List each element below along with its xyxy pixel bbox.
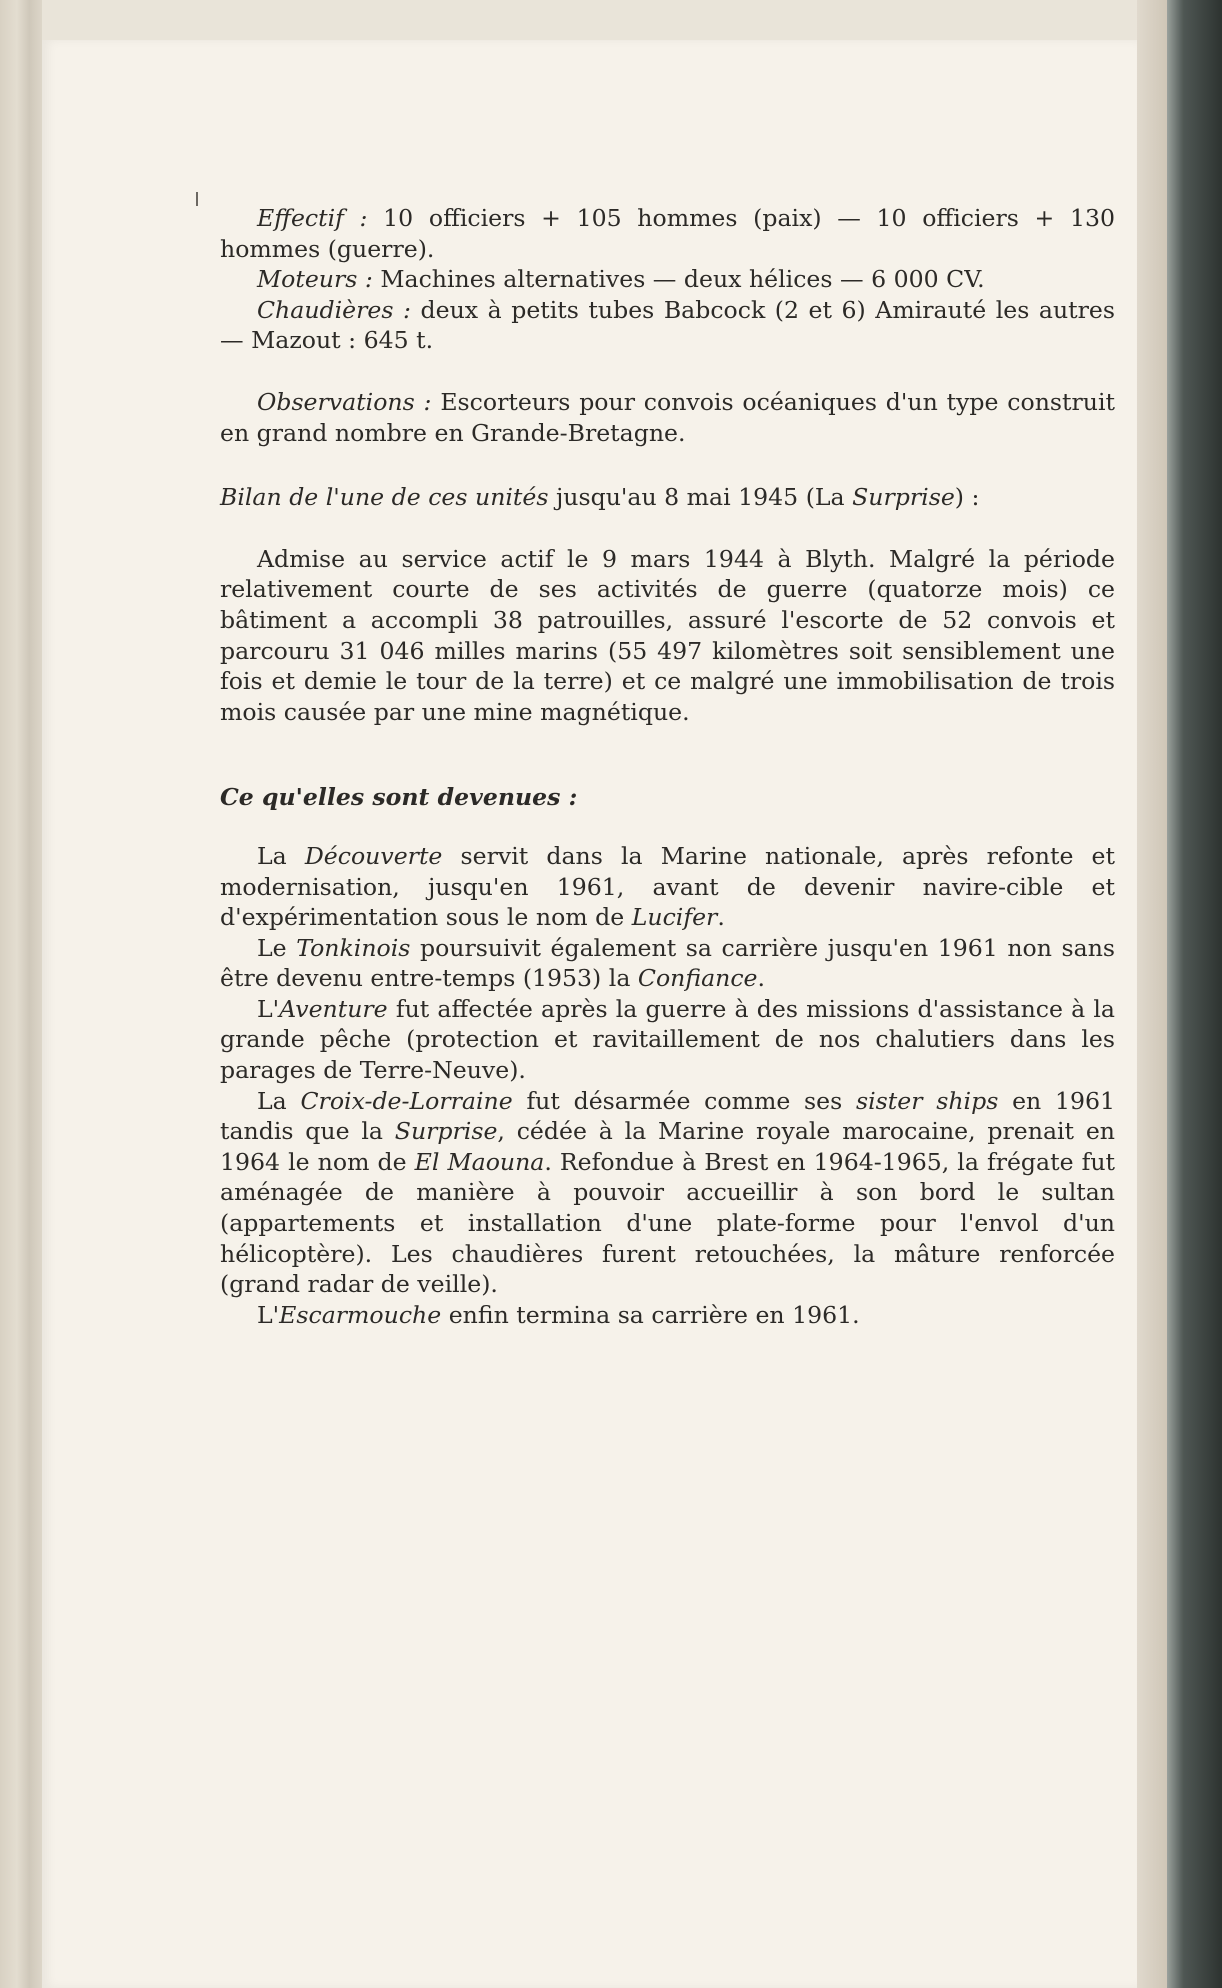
devenir-p4 [220,1086,1115,1300]
ship-lucifer: Lucifer [631,903,718,932]
scanner-background-strip [1167,0,1222,1988]
spec-effectif-label: Effectif : [257,204,368,232]
devenir-p2-a: Le [257,933,297,962]
spec-chaudieres [220,295,1115,356]
bilan-heading-end: ) : [954,483,980,512]
ship-escarmouche: Escarmouche [279,1300,442,1329]
bilan-heading-italic: Bilan de l'une de ces unités [220,483,549,512]
page-text [220,203,1115,1330]
devenir-p2 [220,933,1115,994]
devenir-p5-b: enfin termina sa carrière en 1961. [441,1300,860,1329]
devenir-p4-e: . Refondue à Brest en 1964-1965, la frégate fut aménagée de manière à pouvoir accueillir à son bord le sultan (appartements et installation d'une plate-forme pour l'envol d'un hélicoptère). Les chaudières furent retouchées, la mâture renforcée (grand radar de veille). [220,1147,1116,1299]
devenir-p5 [220,1300,1115,1331]
ship-confiance: Confiance [637,964,758,993]
spec-chaudieres-text: deux à petits tubes Babcock (2 et 6) Amirauté les autres — Mazout : 645 t. [220,295,1115,355]
spec-observations [220,387,1115,448]
devenir-p2-c: . [757,964,766,993]
devenir-p3-a: L' [257,994,280,1023]
bilan-heading-mid: jusqu'au 8 mai 1945 (La [548,483,853,512]
bilan-heading [220,482,1115,513]
bilan-body: Admise au service actif le 9 mars 1944 à Blyth. Malgré la période relativement courte de ses activités de guerre (quatorze mois) ce bâtiment a accompli 38 patrouilles, assuré l'escorte de 52 convois et parcouru 31 046 milles marins (55 497 kilomètres soit sensiblement une fois et demie le tour de la terre) et ce malgré une immobilisation de trois mois causée par une mine magnétique. [220,544,1115,726]
devenir-p4-b: fut désarmée comme ses [512,1086,856,1115]
ship-croix-de-lorraine: Croix-de-Lorraine [300,1086,513,1115]
devenir-p1-a: La [257,841,305,870]
devenir-p3-b: fut affectée après la guerre à des missions d'assistance à la grande pêche (protection et ravitaillement de nos chalutiers dans les parages de Terre-Neuve). [220,994,1115,1085]
devenir-p4-c: en 1961 tandis que la [220,1086,1116,1146]
ship-decouverte: Découverte [304,841,443,870]
spec-observations-text: Escorteurs pour convois océaniques d'un type construit en grand nombre en Grande-Bretagne. [220,387,1115,447]
spec-observations-label: Observations : [257,387,432,416]
devenir-p2-b: poursuivit également sa carrière jusqu'en 1961 non sans être devenu entre-temps (1953) la [220,933,1115,993]
devenir-p4-a: La [257,1086,301,1115]
sister-ships-term: sister ships [856,1086,999,1115]
margin-mark [196,192,198,206]
ship-tonkinois: Tonkinois [296,933,411,962]
spec-moteurs-label: Moteurs : [257,265,373,294]
spec-chaudieres-label: Chaudières : [257,295,411,324]
spec-moteurs-text: Machines alternatives — deux hélices — 6 000 CV. [372,265,985,294]
ship-aventure: Aventure [279,994,388,1023]
bilan-heading-ship: Surprise [852,483,955,512]
devenir-p1-b: servit dans la Marine nationale, après refonte et modernisation, jusqu'en 1961, avant de devenir navire-cible et d'expérimentation sous le nom de [220,841,1115,932]
devenir-p1-c: . [717,903,725,932]
page-gutter-shadow [1137,0,1167,1988]
devenir-p4-d: , cédée à la Marine royale marocaine, prenait en 1964 le nom de [220,1117,1115,1176]
spec-moteurs [220,264,1115,295]
page-edge-left [0,0,42,1988]
spec-effectif [220,203,1115,264]
devenir-p5-a: L' [257,1300,280,1329]
devenir-heading: Ce qu'elles sont devenues : [220,783,578,812]
ship-el-maouna: El Maouna [414,1147,545,1176]
spec-effectif-text: 10 officiers + 105 hommes (paix) — 10 officiers + 130 hommes (guerre). [220,204,1115,263]
devenir-p1 [220,841,1115,933]
ship-surprise: Surprise [394,1117,498,1146]
devenir-p3 [220,994,1115,1086]
